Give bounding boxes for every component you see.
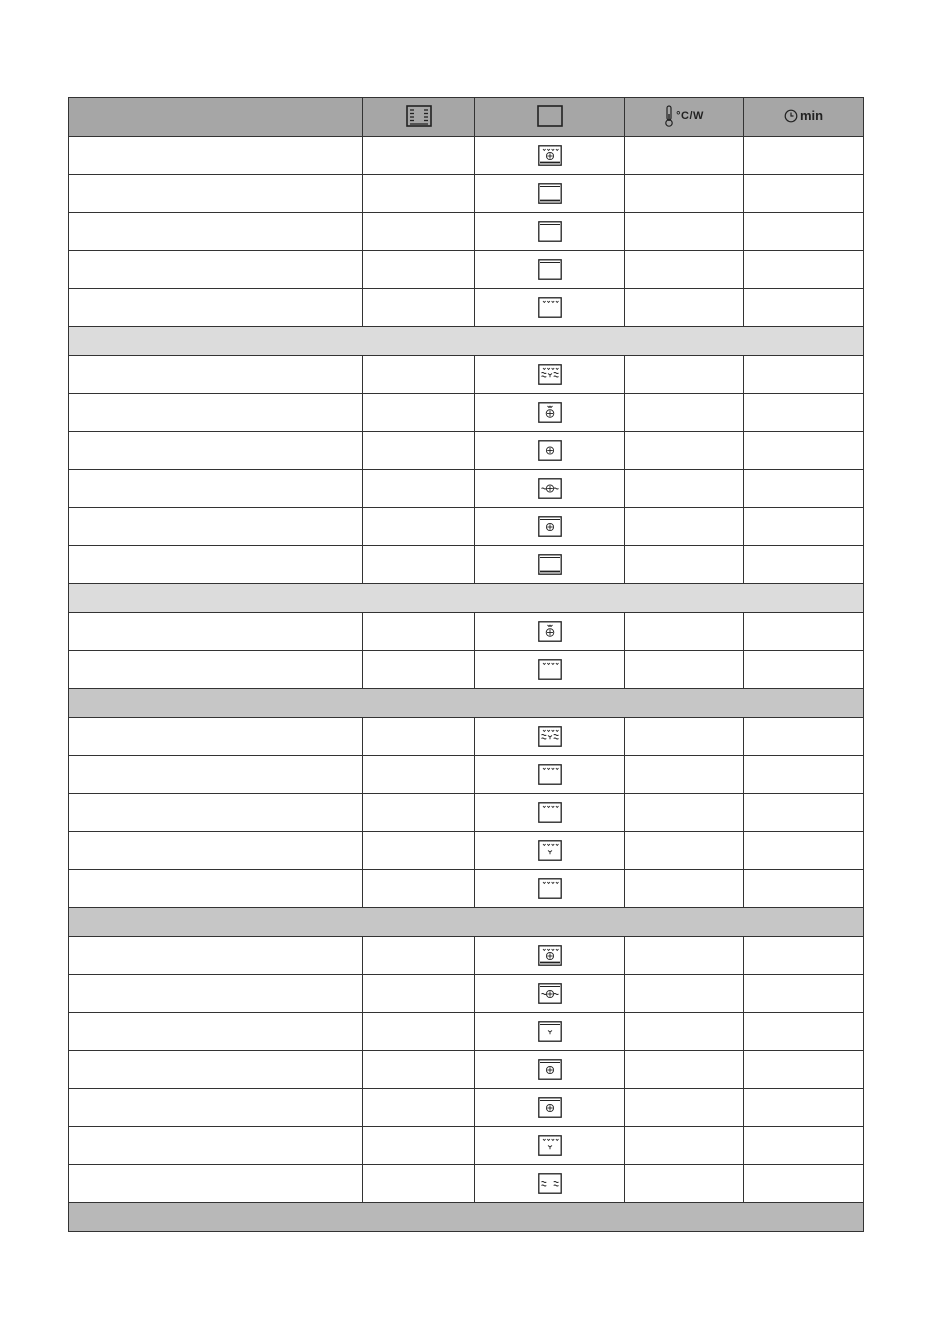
food-cell bbox=[69, 470, 363, 508]
level-cell bbox=[363, 937, 475, 975]
header-function bbox=[475, 98, 625, 137]
table-row bbox=[69, 1127, 864, 1165]
food-cell bbox=[69, 832, 363, 870]
grill-icon bbox=[538, 659, 562, 680]
grill-small-fan-icon bbox=[538, 1135, 562, 1156]
grill-icon bbox=[538, 878, 562, 899]
table-row bbox=[69, 251, 864, 289]
function-cell bbox=[475, 356, 625, 394]
function-cell bbox=[475, 832, 625, 870]
time-cell bbox=[744, 356, 864, 394]
level-cell bbox=[363, 356, 475, 394]
grill-icon bbox=[538, 764, 562, 785]
temperature-cell bbox=[625, 470, 744, 508]
cooking-table bbox=[68, 97, 864, 1232]
section-separator-cell bbox=[69, 584, 864, 613]
level-cell bbox=[363, 546, 475, 584]
function-cell bbox=[475, 394, 625, 432]
temperature-cell bbox=[625, 718, 744, 756]
fan-top-bottom-icon bbox=[538, 945, 562, 966]
function-cell bbox=[475, 1089, 625, 1127]
table-row bbox=[69, 651, 864, 689]
grill-icon bbox=[538, 297, 562, 318]
shelf-level-icon bbox=[406, 105, 432, 127]
fan-top-line-icon bbox=[538, 1097, 562, 1118]
temperature-cell bbox=[625, 546, 744, 584]
food-cell bbox=[69, 975, 363, 1013]
function-cell bbox=[475, 937, 625, 975]
level-cell bbox=[363, 213, 475, 251]
header-food bbox=[69, 98, 363, 137]
temperature-cell bbox=[625, 1089, 744, 1127]
food-cell bbox=[69, 394, 363, 432]
function-cell bbox=[475, 613, 625, 651]
temperature-cell bbox=[625, 756, 744, 794]
level-cell bbox=[363, 718, 475, 756]
time-cell bbox=[744, 937, 864, 975]
function-cell bbox=[475, 251, 625, 289]
function-cell bbox=[475, 470, 625, 508]
grill-icon bbox=[538, 802, 562, 823]
grill-fan-side-icon bbox=[538, 364, 562, 385]
food-cell bbox=[69, 546, 363, 584]
food-cell bbox=[69, 1127, 363, 1165]
fan-icon bbox=[538, 440, 562, 461]
level-cell bbox=[363, 1165, 475, 1203]
table-row bbox=[69, 613, 864, 651]
level-cell bbox=[363, 1127, 475, 1165]
temperature-cell bbox=[625, 394, 744, 432]
function-cell bbox=[475, 718, 625, 756]
level-cell bbox=[363, 1089, 475, 1127]
time-cell bbox=[744, 975, 864, 1013]
header-temperature bbox=[625, 98, 744, 137]
temperature-cell bbox=[625, 213, 744, 251]
time-cell bbox=[744, 175, 864, 213]
time-cell bbox=[744, 1013, 864, 1051]
function-cell bbox=[475, 289, 625, 327]
time-cell bbox=[744, 546, 864, 584]
time-cell bbox=[744, 470, 864, 508]
fan-top-bottom-icon bbox=[538, 145, 562, 166]
time-cell bbox=[744, 832, 864, 870]
grill-small-fan-icon bbox=[538, 840, 562, 861]
food-cell bbox=[69, 718, 363, 756]
table-row bbox=[69, 1165, 864, 1203]
time-cell bbox=[744, 718, 864, 756]
food-cell bbox=[69, 175, 363, 213]
section-separator bbox=[69, 327, 864, 356]
fan-top-icon bbox=[538, 402, 562, 423]
time-cell bbox=[744, 870, 864, 908]
time-cell bbox=[744, 651, 864, 689]
food-cell bbox=[69, 356, 363, 394]
empty-icon bbox=[538, 259, 562, 280]
bottom-heat-icon bbox=[538, 183, 562, 204]
food-cell bbox=[69, 508, 363, 546]
table-row bbox=[69, 289, 864, 327]
table-row bbox=[69, 213, 864, 251]
header-level bbox=[363, 98, 475, 137]
temperature-cell bbox=[625, 1013, 744, 1051]
level-cell bbox=[363, 756, 475, 794]
table-row bbox=[69, 394, 864, 432]
table-body bbox=[69, 137, 864, 1232]
function-cell bbox=[475, 1051, 625, 1089]
table-row bbox=[69, 975, 864, 1013]
function-cell bbox=[475, 756, 625, 794]
temperature-cell bbox=[625, 356, 744, 394]
food-cell bbox=[69, 613, 363, 651]
food-cell bbox=[69, 1165, 363, 1203]
food-cell bbox=[69, 1089, 363, 1127]
level-cell bbox=[363, 508, 475, 546]
function-cell bbox=[475, 1165, 625, 1203]
level-cell bbox=[363, 1051, 475, 1089]
small-fan-line-icon bbox=[538, 1021, 562, 1042]
food-cell bbox=[69, 1051, 363, 1089]
level-cell bbox=[363, 794, 475, 832]
time-cell bbox=[744, 1165, 864, 1203]
header-time bbox=[744, 98, 864, 137]
table-row bbox=[69, 137, 864, 175]
function-cell bbox=[475, 546, 625, 584]
function-cell bbox=[475, 651, 625, 689]
table-row bbox=[69, 1051, 864, 1089]
fan-top-line-icon bbox=[538, 516, 562, 537]
empty-icon bbox=[538, 221, 562, 242]
bottom-heat-icon bbox=[538, 554, 562, 575]
function-cell bbox=[475, 137, 625, 175]
function-cell bbox=[475, 1127, 625, 1165]
table-row bbox=[69, 356, 864, 394]
fan-side-icon bbox=[538, 478, 562, 499]
table-row bbox=[69, 508, 864, 546]
temperature-unit: °C/W bbox=[676, 109, 704, 122]
time-cell bbox=[744, 394, 864, 432]
time-cell bbox=[744, 137, 864, 175]
temperature-cell bbox=[625, 251, 744, 289]
level-cell bbox=[363, 137, 475, 175]
function-cell bbox=[475, 508, 625, 546]
time-cell bbox=[744, 1127, 864, 1165]
food-cell bbox=[69, 756, 363, 794]
oven-function-icon bbox=[537, 105, 563, 127]
section-separator-cell bbox=[69, 327, 864, 356]
level-cell bbox=[363, 1013, 475, 1051]
food-cell bbox=[69, 213, 363, 251]
time-cell bbox=[744, 613, 864, 651]
function-cell bbox=[475, 975, 625, 1013]
function-cell bbox=[475, 794, 625, 832]
level-cell bbox=[363, 175, 475, 213]
section-separator-cell bbox=[69, 908, 864, 937]
clock-icon bbox=[784, 109, 798, 123]
table-row bbox=[69, 1089, 864, 1127]
function-cell bbox=[475, 175, 625, 213]
food-cell bbox=[69, 870, 363, 908]
food-cell bbox=[69, 794, 363, 832]
temperature-cell bbox=[625, 1165, 744, 1203]
fan-top-line-icon bbox=[538, 1059, 562, 1080]
thermometer-icon bbox=[664, 105, 674, 127]
food-cell bbox=[69, 289, 363, 327]
temperature-cell bbox=[625, 937, 744, 975]
table-row bbox=[69, 870, 864, 908]
food-cell bbox=[69, 651, 363, 689]
table-row bbox=[69, 432, 864, 470]
function-cell bbox=[475, 1013, 625, 1051]
food-cell bbox=[69, 1013, 363, 1051]
section-separator bbox=[69, 908, 864, 937]
food-cell bbox=[69, 937, 363, 975]
food-cell bbox=[69, 137, 363, 175]
temperature-cell bbox=[625, 651, 744, 689]
table-row bbox=[69, 470, 864, 508]
function-cell bbox=[475, 213, 625, 251]
side-heat-icon bbox=[538, 1173, 562, 1194]
level-cell bbox=[363, 651, 475, 689]
level-cell bbox=[363, 832, 475, 870]
level-cell bbox=[363, 870, 475, 908]
table-row bbox=[69, 756, 864, 794]
temperature-cell bbox=[625, 832, 744, 870]
function-cell bbox=[475, 870, 625, 908]
temperature-cell bbox=[625, 794, 744, 832]
grill-fan-side-icon bbox=[538, 726, 562, 747]
section-separator-cell bbox=[69, 689, 864, 718]
temperature-cell bbox=[625, 1051, 744, 1089]
table-row bbox=[69, 546, 864, 584]
table-row bbox=[69, 794, 864, 832]
time-cell bbox=[744, 1051, 864, 1089]
table-row bbox=[69, 937, 864, 975]
time-unit: min bbox=[799, 108, 824, 124]
level-cell bbox=[363, 470, 475, 508]
level-cell bbox=[363, 613, 475, 651]
function-cell bbox=[475, 432, 625, 470]
table-row bbox=[69, 175, 864, 213]
fan-side-line-icon bbox=[538, 983, 562, 1004]
temperature-cell bbox=[625, 289, 744, 327]
section-separator bbox=[69, 689, 864, 718]
temperature-cell bbox=[625, 870, 744, 908]
time-cell bbox=[744, 213, 864, 251]
time-cell bbox=[744, 756, 864, 794]
section-separator bbox=[69, 1203, 864, 1232]
table-row bbox=[69, 1013, 864, 1051]
fan-top-icon bbox=[538, 621, 562, 642]
section-separator-cell bbox=[69, 1203, 864, 1232]
time-cell bbox=[744, 289, 864, 327]
table-row bbox=[69, 832, 864, 870]
time-cell bbox=[744, 1089, 864, 1127]
temperature-cell bbox=[625, 175, 744, 213]
temperature-cell bbox=[625, 137, 744, 175]
section-separator bbox=[69, 584, 864, 613]
level-cell bbox=[363, 289, 475, 327]
level-cell bbox=[363, 432, 475, 470]
time-cell bbox=[744, 794, 864, 832]
level-cell bbox=[363, 251, 475, 289]
time-cell bbox=[744, 432, 864, 470]
temperature-cell bbox=[625, 1127, 744, 1165]
temperature-cell bbox=[625, 613, 744, 651]
food-cell bbox=[69, 251, 363, 289]
time-cell bbox=[744, 508, 864, 546]
temperature-cell bbox=[625, 432, 744, 470]
level-cell bbox=[363, 394, 475, 432]
table-row bbox=[69, 718, 864, 756]
food-cell bbox=[69, 432, 363, 470]
table-header-row bbox=[69, 98, 864, 137]
temperature-cell bbox=[625, 975, 744, 1013]
level-cell bbox=[363, 975, 475, 1013]
temperature-cell bbox=[625, 508, 744, 546]
time-cell bbox=[744, 251, 864, 289]
